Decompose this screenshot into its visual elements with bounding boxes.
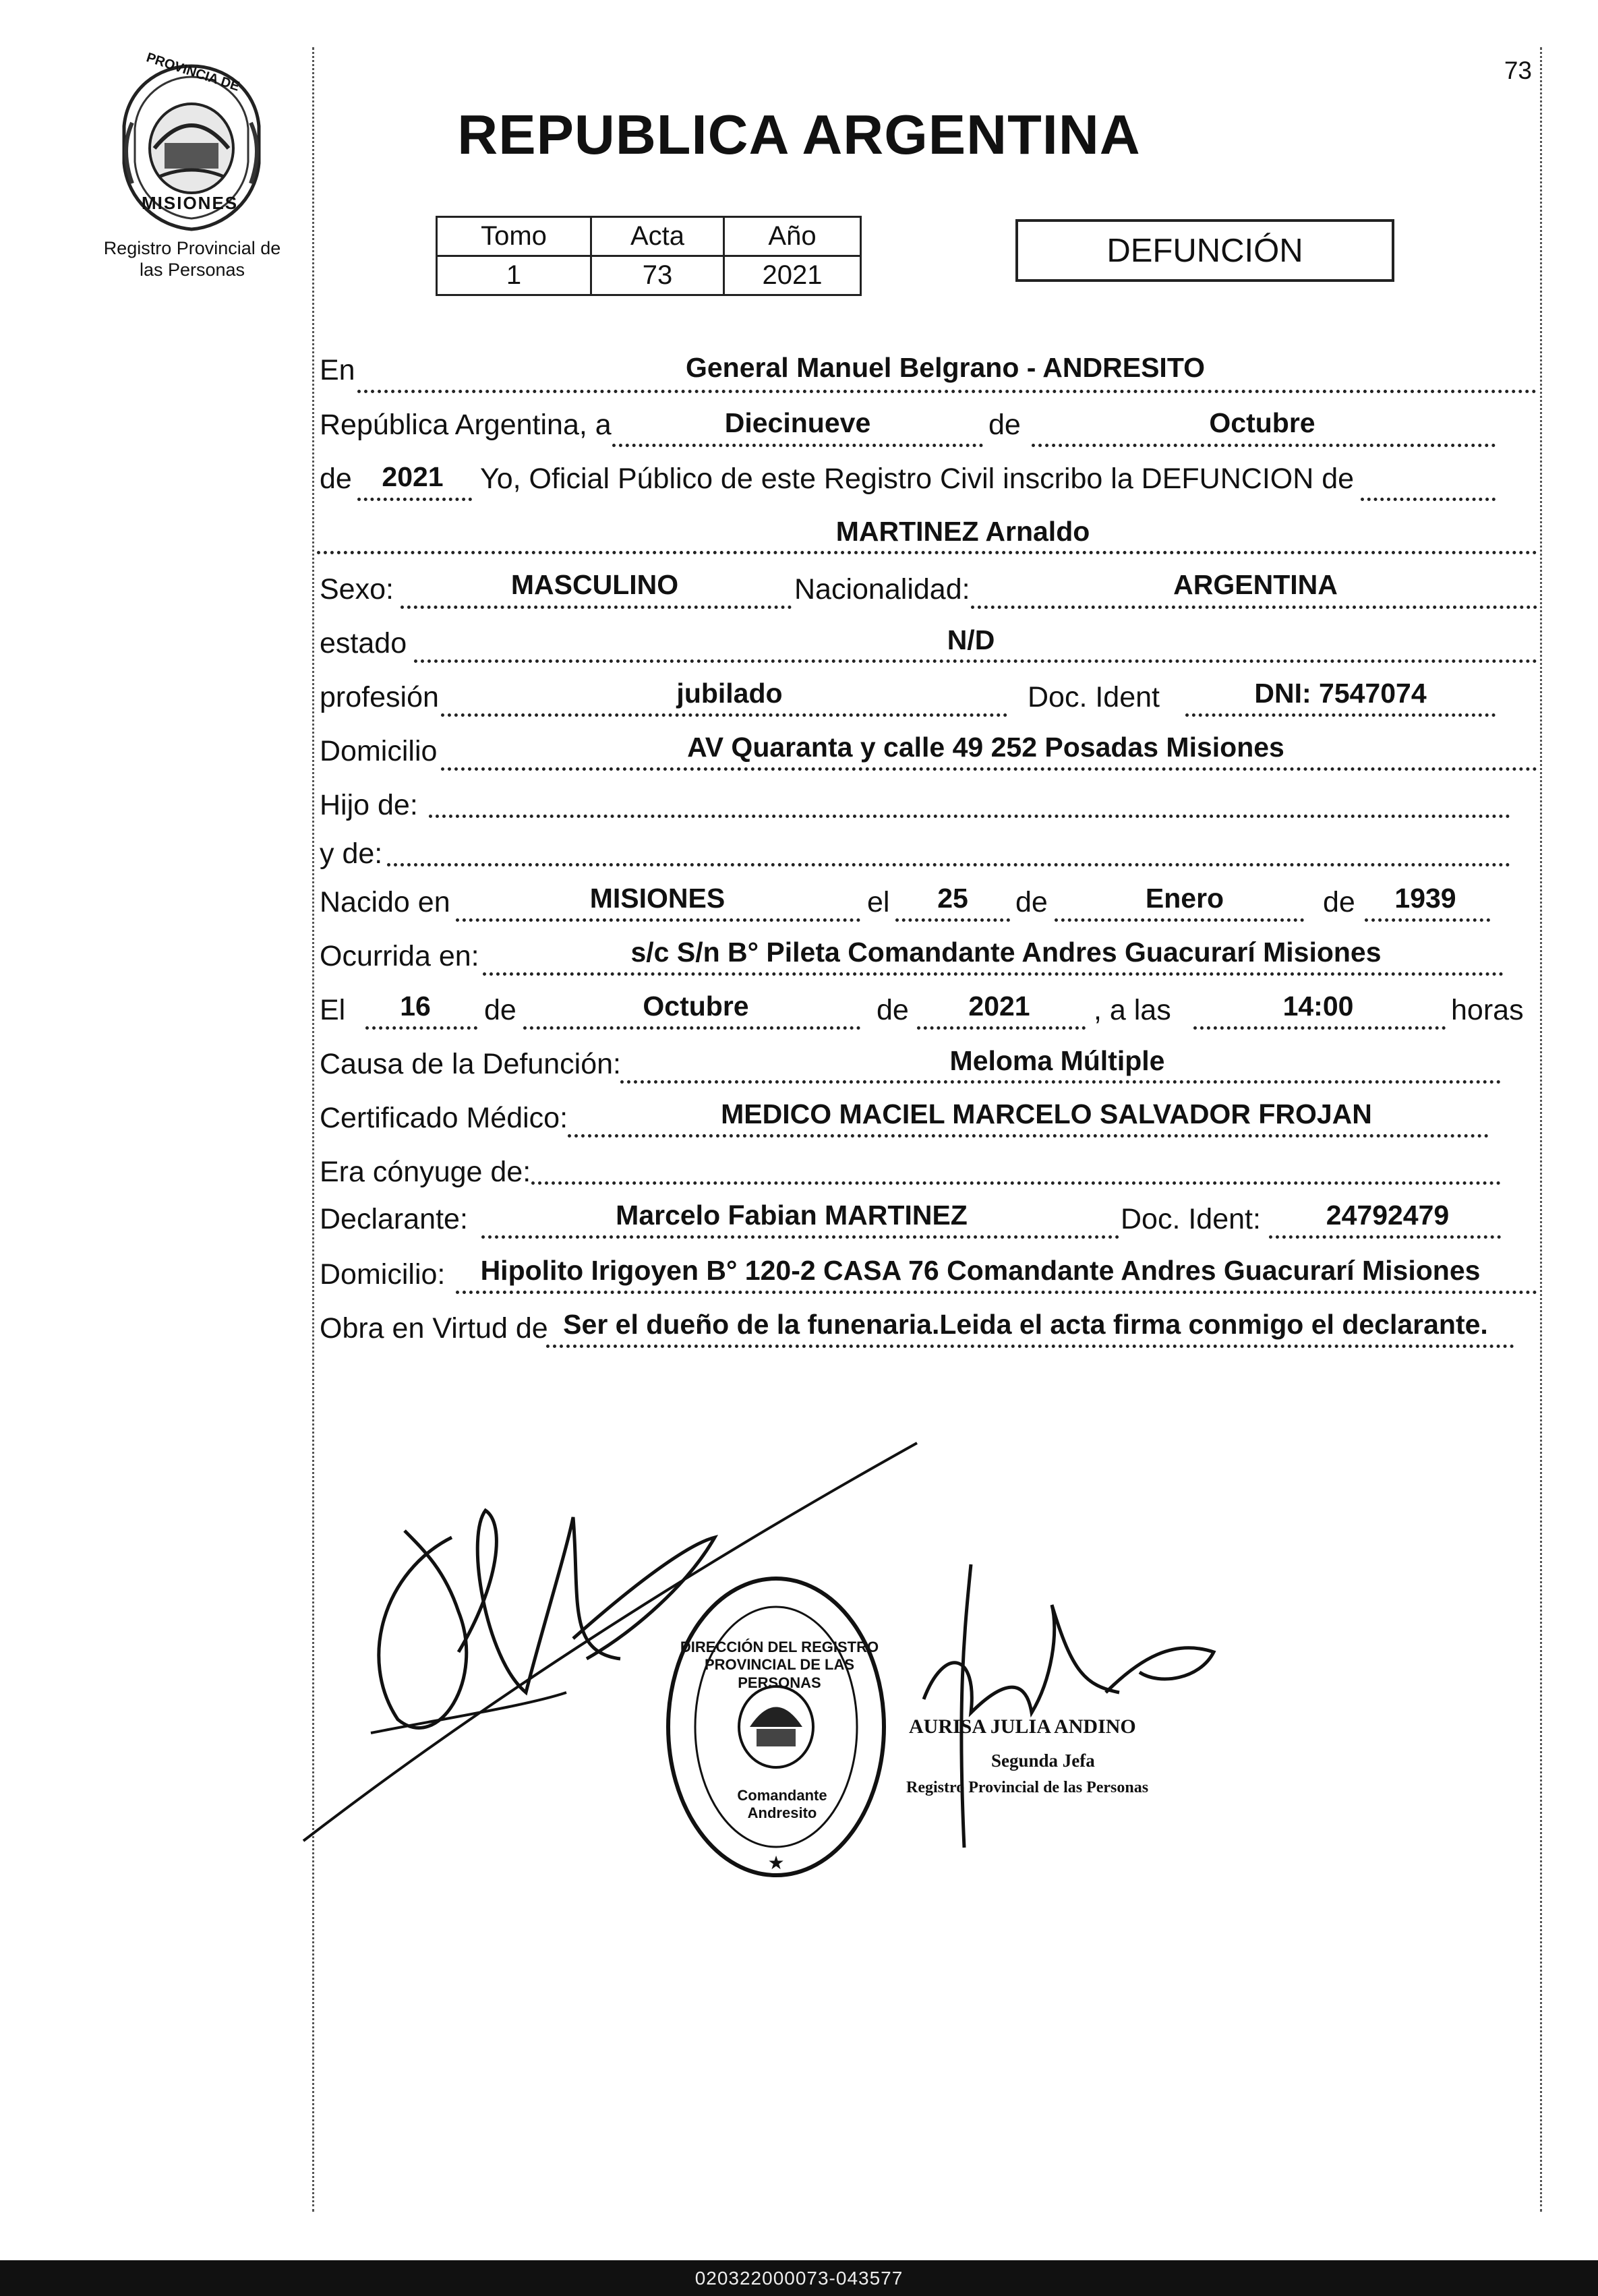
label-horas: horas	[1451, 994, 1524, 1026]
label-certificado: Certificado Médico:	[320, 1102, 568, 1134]
line-hora	[1193, 1026, 1446, 1030]
label-doc-ident: Doc. Ident	[1028, 681, 1160, 713]
line-dia	[612, 444, 983, 447]
label-de-def-anio: de	[877, 994, 909, 1026]
value-obra: Ser el dueño de la funenaria.Leida el acta firma conmigo el declarante.	[563, 1309, 1488, 1340]
registry-value-row	[437, 256, 861, 295]
line-nac-mes	[1055, 918, 1304, 922]
value-lugar: General Manuel Belgrano - ANDRESITO	[685, 352, 1206, 383]
label-el: el	[867, 886, 890, 918]
value-anio: 2021	[724, 256, 861, 295]
value-def-anio: 2021	[968, 991, 1030, 1022]
label-de-nac-mes: de	[1015, 886, 1048, 918]
line-domicilio	[441, 767, 1537, 771]
value-mes: Octubre	[1209, 407, 1315, 438]
line-declarante-doc	[1269, 1235, 1501, 1239]
official-role: Segunda Jefa	[991, 1750, 1095, 1771]
official-stamp	[662, 1572, 890, 1881]
header-tomo: Tomo	[437, 217, 591, 256]
line-certificado	[568, 1134, 1489, 1138]
value-nac-anio: 1939	[1394, 883, 1456, 914]
label-hijo-de: Hijo de:	[320, 789, 418, 821]
header-acta: Acta	[591, 217, 724, 256]
line-domicilio2	[456, 1291, 1537, 1294]
value-def-dia: 16	[400, 991, 431, 1022]
value-nacionalidad: ARGENTINA	[1173, 569, 1338, 600]
label-de-def-mes: de	[484, 994, 516, 1026]
left-margin-rule	[312, 47, 314, 2212]
label-declarante: Declarante:	[320, 1203, 468, 1235]
value-declarante-doc: 24792479	[1326, 1200, 1450, 1231]
stamp-ring-text: DIRECCIÓN DEL REGISTRO PROVINCIAL DE LAS PERSONAS	[680, 1639, 879, 1691]
line-yo-end	[1361, 498, 1496, 501]
org-name-line2: las Personas	[139, 260, 245, 281]
value-domicilio: AV Quaranta y calle 49 252 Posadas Misiones	[687, 732, 1284, 763]
official-signature	[917, 1551, 1241, 1861]
label-el-cap: El	[320, 994, 346, 1026]
line-declarante	[481, 1235, 1119, 1239]
line-nacionalidad	[971, 606, 1537, 609]
label-ocurrida-en: Ocurrida en:	[320, 940, 479, 972]
document-title: REPUBLICA ARGENTINA	[457, 103, 1141, 166]
label-sexo: Sexo:	[320, 573, 394, 606]
line-y-de	[387, 863, 1510, 866]
svg-text:★: ★	[767, 1852, 785, 1873]
value-nacido-en: MISIONES	[589, 883, 726, 914]
value-anio: 2021	[382, 461, 444, 492]
line-mes	[1032, 444, 1496, 447]
footer-barcode-text: 020322000073-043577	[0, 2260, 1598, 2296]
label-en: En	[320, 354, 355, 386]
value-def-mes: Octubre	[643, 991, 749, 1022]
official-office: Registro Provincial de las Personas	[906, 1779, 1149, 1796]
line-sexo	[401, 606, 792, 609]
value-profesion: jubilado	[676, 678, 783, 709]
value-hora: 14:00	[1282, 991, 1354, 1022]
value-declarante: Marcelo Fabian MARTINEZ	[616, 1200, 968, 1231]
label-de-mes: de	[988, 409, 1021, 441]
line-def-dia	[365, 1026, 477, 1030]
line-dni	[1185, 713, 1496, 717]
line-obra	[546, 1345, 1514, 1348]
line-nac-anio	[1365, 918, 1490, 922]
line-hijo-de	[429, 815, 1510, 818]
line-def-anio	[917, 1026, 1086, 1030]
registry-table	[436, 216, 862, 296]
label-nacido-en: Nacido en	[320, 886, 450, 918]
line-estado	[414, 659, 1537, 663]
line-nombre	[317, 551, 1537, 554]
line-profesion	[441, 713, 1007, 717]
value-tomo: 1	[437, 256, 591, 295]
right-margin-rule	[1540, 47, 1542, 2212]
value-estado: N/D	[947, 624, 995, 655]
label-conyuge: Era cónyuge de:	[320, 1156, 531, 1188]
value-dni: DNI: 7547074	[1254, 678, 1427, 709]
act-type-box: DEFUNCIÓN	[1015, 219, 1394, 282]
label-domicilio2: Domicilio:	[320, 1258, 446, 1291]
label-profesion: profesión	[320, 681, 439, 713]
label-de-anio: de	[320, 463, 352, 495]
label-nacionalidad: Nacionalidad:	[794, 573, 970, 606]
label-y-de: y de:	[320, 837, 383, 870]
label-estado: estado	[320, 627, 407, 659]
value-ocurrida-en: s/c S/n B° Pileta Comandante Andres Guacurarí Misiones	[630, 937, 1382, 968]
line-def-mes	[523, 1026, 860, 1030]
line-lugar	[357, 390, 1537, 393]
line-nacido-en	[456, 918, 860, 922]
line-nac-dia	[895, 918, 1010, 922]
value-declarante-domicilio: Hipolito Irigoyen B° 120-2 CASA 76 Comandante Andres Guacurarí Misiones	[480, 1255, 1481, 1286]
label-obra: Obra en Virtud de	[320, 1312, 548, 1345]
org-name-line1: Registro Provincial de	[103, 238, 281, 258]
emblem-text-bottom: MISIONES	[142, 193, 239, 213]
label-a-las: , a las	[1094, 994, 1171, 1026]
official-name: AURISA JULIA ANDINO	[909, 1715, 1136, 1738]
value-nac-mes: Enero	[1145, 883, 1224, 914]
line-conyuge	[531, 1181, 1501, 1185]
line-ocurrida-en	[483, 972, 1504, 976]
value-dia: Diecinueve	[724, 407, 871, 438]
label-de-nac-anio: de	[1323, 886, 1355, 918]
label-yo: Yo, Oficial Público de este Registro Civil inscribo la DEFUNCION de	[480, 463, 1355, 495]
value-nac-dia: 25	[937, 883, 968, 914]
label-republica: República Argentina, a	[320, 409, 612, 441]
header-anio: Año	[724, 217, 861, 256]
org-name	[81, 237, 303, 281]
page-number: 73	[1504, 57, 1532, 84]
value-sexo: MASCULINO	[510, 569, 679, 600]
label-domicilio: Domicilio	[320, 735, 438, 767]
value-nombre: MARTINEZ Arnaldo	[835, 516, 1090, 547]
stamp-inner-text: Comandante Andresito	[737, 1787, 827, 1821]
emblem-text-top: PROVINCIA DE	[144, 50, 241, 94]
label-causa: Causa de la Defunción:	[320, 1048, 622, 1080]
line-causa	[620, 1080, 1501, 1084]
label-doc-ident2: Doc. Ident:	[1121, 1203, 1261, 1235]
value-causa: Meloma Múltiple	[949, 1045, 1165, 1076]
registry-header-row	[437, 217, 861, 256]
line-anio	[357, 498, 472, 501]
value-acta: 73	[591, 256, 724, 295]
value-certificado: MEDICO MACIEL MARCELO SALVADOR FROJAN	[721, 1098, 1372, 1129]
